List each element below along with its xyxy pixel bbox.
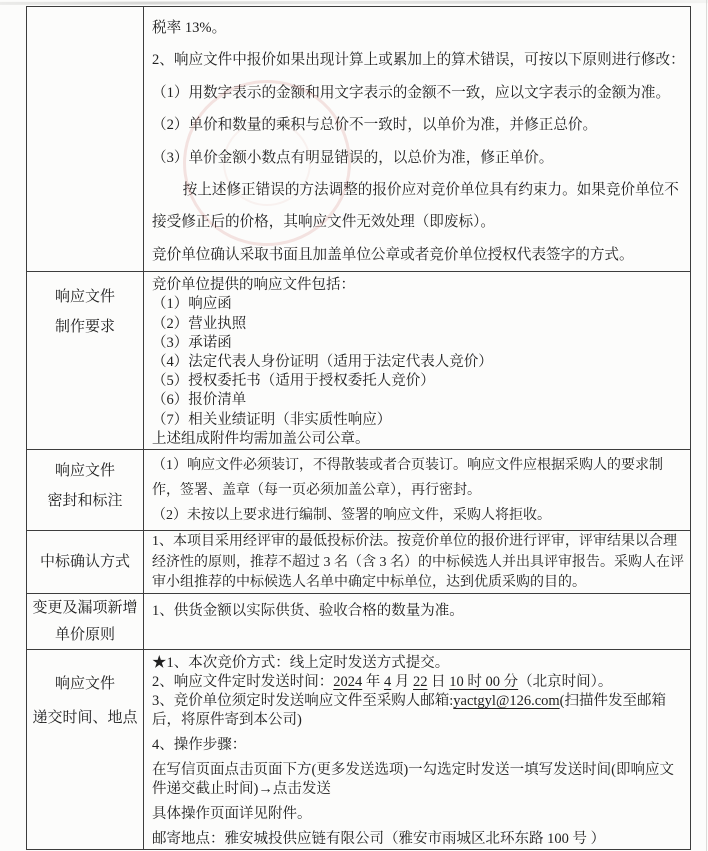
send-time-line (152, 673, 685, 692)
send-year-value: 2024 (333, 674, 363, 691)
paragraph: 2、响应文件中报价如果出现计算上或累加上的算术错误，可按以下原则进行修改： (152, 52, 685, 69)
paragraph: 上述组成附件均需加盖公司公章。 (152, 430, 370, 447)
paragraph: （3）承诺函 (152, 334, 232, 351)
operation-steps-detail: 在写信页面点击页面下方(更多发送选项)一勾选定时发送一填写发送时间(即响应文件递交截止时间)→点击发送 (152, 762, 674, 798)
paragraph: （2）单价和数量的乘积与总价不一致时，以单价为准，并修正总价。 (152, 117, 598, 134)
paragraph: （3）单价金额小数点有明显错误的，以总价为准，修正单价。 (152, 149, 554, 166)
row-label (27, 531, 144, 593)
row-label (27, 450, 144, 530)
row-content (144, 272, 690, 449)
label-line: 递交时间、地点 (32, 709, 138, 726)
operation-steps-heading: 4、操作步骤： (152, 737, 247, 754)
text-segment: 月 (391, 674, 413, 691)
label-line: 响应文件 (54, 289, 115, 306)
bid-method-line: ★1、本次竞价方式：线上定时发送方式提交。 (152, 655, 450, 672)
send-clock-value: 10 时 00 分 (449, 674, 519, 691)
send-day-value: 22 (413, 674, 428, 691)
label-line: 响应文件 (54, 676, 115, 693)
paragraph: 按上述修正错误的方法调整的报价应对竞价单位具有约束力。如果竞价单位不接受修正后的价格，其响应文件无效处理（即废标）。 (152, 182, 679, 231)
row-label (27, 7, 144, 271)
label-line: 响应文件 (54, 463, 115, 480)
attachment-note-line: 具体操作页面详见附件。 (152, 806, 312, 823)
label-line: 密封和标注 (47, 493, 123, 510)
text-segment: 2、响应文件定时发送时间： (152, 674, 334, 691)
paragraph: （1）响应函 (152, 296, 232, 313)
label-line: 中标确认方式 (39, 553, 130, 570)
paragraph: （1）用数字表示的金额和用文字表示的金额不一致，应以文字表示的金额为准。 (152, 84, 671, 101)
paragraph: 竞价单位提供的响应文件包括： (152, 277, 355, 294)
bidding-requirements-table (26, 6, 691, 850)
row-award-confirmation-method (27, 530, 690, 593)
scan-artifact-top-edge (0, 0, 708, 5)
text-segment: 日 (427, 674, 450, 691)
row-label (27, 650, 144, 849)
row-change-omission-unit-price (27, 593, 690, 649)
paragraph: （6）报价清单 (152, 392, 247, 409)
send-month-value: 4 (384, 674, 392, 691)
row-content (144, 531, 690, 593)
row-response-doc-sealing (27, 449, 690, 530)
paragraph: （1）响应文件必须装订，不得散装或者合页装订。响应文件应根据采购人的要求制作，签署、盖章（每一页必须加盖公章），再行密封。 (152, 458, 663, 499)
row-response-doc-preparation (27, 271, 690, 449)
paragraph: 1、本项目采用经评审的最低投标价法。按竞价单位的报价进行评审，评审结果以合理经济性的原则，推荐不超过 3 名（含 3 名）的中标候选人并出具评审报告。采购人在评审小组推荐的中标候选人名单中确定中标单位，达到优质采购的目的。 (152, 534, 684, 590)
text-segment: 年 (362, 674, 384, 691)
text-segment: (扫描件发至邮箱后，将原件寄到本公司) (152, 693, 666, 729)
paragraph: （5）授权委托书（适用于授权委托人竞价） (152, 373, 435, 390)
row-label (27, 594, 144, 649)
text-segment: （北京时间）。 (518, 674, 613, 691)
paragraph: （2）营业执照 (152, 315, 247, 332)
row-content (144, 650, 690, 849)
paragraph: 税率 13%。 (152, 20, 227, 36)
text-segment: 3、竞价单位须定时发送响应文件至采购人邮箱: (152, 693, 454, 710)
label-line: 单价原则 (54, 627, 115, 644)
paragraph: 1、供货金额以实际供货、验收合格的数量为准。 (152, 603, 464, 620)
scan-artifact-right-edge (706, 0, 707, 851)
row-content (144, 7, 690, 271)
paragraph: （2）未按以上要求进行编制、签署的响应文件，采购人将拒收。 (152, 508, 551, 524)
paragraph: 竞价单位确认采取书面且加盖单位公章或者竞价单位授权代表签字的方式。 (152, 246, 634, 263)
buyer-email-text: yactgyl@126.com (453, 693, 560, 710)
email-line (152, 692, 685, 730)
label-line: 制作要求 (54, 319, 115, 336)
row-content (144, 450, 690, 530)
row-submission-time-location (27, 649, 690, 849)
paragraph: （4）法定代表人身份证明（适用于法定代表人竞价） (152, 354, 493, 371)
row-label (27, 272, 144, 449)
row-price-correction-rules (27, 7, 690, 271)
label-line: 变更及漏项新增 (32, 600, 138, 617)
row-content (144, 594, 690, 649)
mailing-address-line: 邮寄地点：雅安城投供应链有限公司（雅安市雨城区北环东路 100 号 ） (152, 831, 606, 848)
paragraph: （7）相关业绩证明（非实质性响应） (152, 411, 392, 428)
